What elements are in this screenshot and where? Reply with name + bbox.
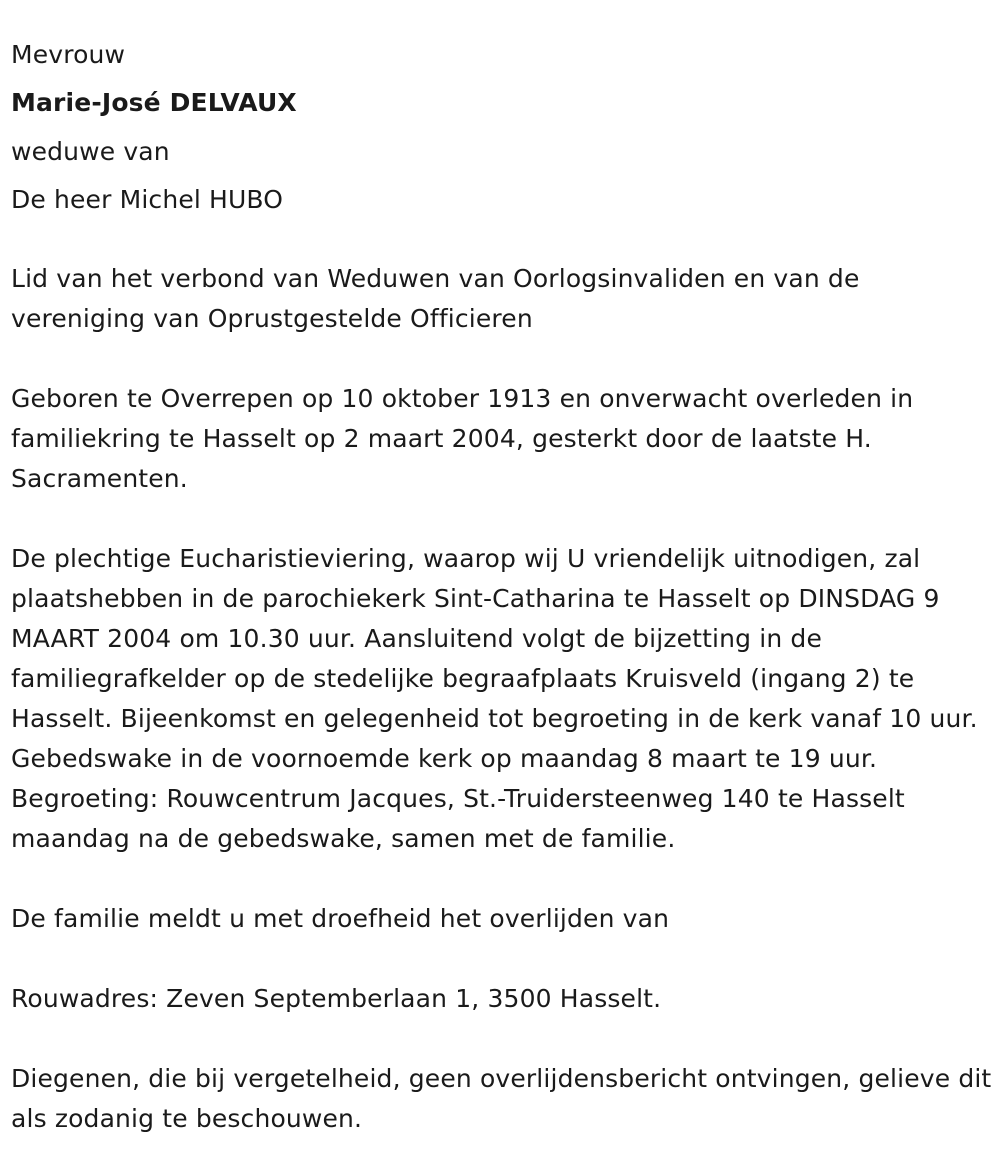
relation-text: weduwe van bbox=[11, 137, 170, 166]
birth-death-paragraph: Geboren te Overrepen op 10 oktober 1913 en onverwacht overleden in familiekring te Hasselt op 2 maart 2004, gesterkt door de laatste H. Sacramenten. bbox=[11, 384, 914, 493]
membership-paragraph: Lid van het verbond van Weduwen van Oorlogsinvaliden en van de vereniging van Oprustgestelde Officieren bbox=[11, 264, 860, 333]
salutation: Mevrouw bbox=[11, 40, 126, 69]
ceremony-paragraph: De plechtige Eucharistieviering, waarop wij U vriendelijk uitnodigen, zal plaatshebben in de parochiekerk Sint-Catharina te Hasselt op DINSDAG 9 MAART 2004 om 10.30 uur. Aansluitend volgt de bijzetting in de familiegrafkelder op de stedelijke begraafplaats Kruisveld (ingang 2) te Hasselt. Bijeenkomst en gelegenheid tot begroeting in de kerk vanaf 10 uur. Gebedswake in de voornoemde kerk op maandag 8 maart te 19 uur. Begroeting: Rouwcentrum Jacques, St.-Truidersteenweg 140 te Hasselt maandag na de gebedswake, samen met de familie. bbox=[11, 544, 978, 853]
closing-paragraph: Diegenen, die bij vergetelheid, geen overlijdensbericht ontvingen, gelieve dit als zodanig te beschouwen. bbox=[11, 1064, 992, 1133]
address-paragraph: Rouwadres: Zeven Septemberlaan 1, 3500 Hasselt. bbox=[11, 984, 662, 1013]
deceased-name: Marie-José DELVAUX bbox=[11, 88, 297, 117]
announcement-paragraph: De familie meldt u met droefheid het overlijden van bbox=[11, 904, 670, 933]
spouse-name: De heer Michel HUBO bbox=[11, 185, 284, 214]
